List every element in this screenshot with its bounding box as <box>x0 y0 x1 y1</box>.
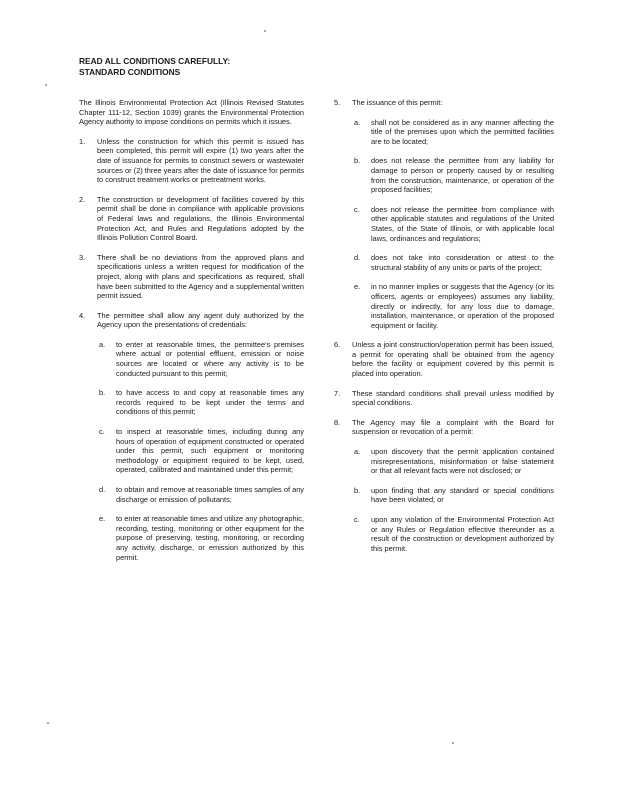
scan-speck <box>45 84 47 86</box>
subitem-text: to enter at reasonable times, the permittee's premises where actual or potential effluent, emission or noise sources are located or where any activity is to be conducted pursuant to this permit; <box>116 339 304 378</box>
subitem-text: upon finding that any standard or special conditions have been violated; or <box>371 485 554 505</box>
condition-body <box>97 311 304 562</box>
condition-3 <box>79 253 304 301</box>
subitem-letter: a. <box>354 447 361 457</box>
condition-5 <box>334 98 554 330</box>
subitem-text: to have access to and copy at reasonable times any records required to be kept under the terms and conditions of this permit; <box>116 388 304 417</box>
condition-number: 7. <box>334 388 341 398</box>
condition-5-subitem-b <box>352 156 554 194</box>
subitem-letter: b. <box>354 156 361 166</box>
subitem-text: to enter at reasonable times and utilize any photographic, recording, testing, monitoring or other equipment for the purpose of preserving, testing, monitoring, or recording any activity, discharge, or emission authorized by this permit. <box>116 514 304 562</box>
subitem-text: does not release the permittee from any liability for damage to person or property caused by or resulting from the construction, maintenance, or operation of the proposed facilities; <box>371 156 554 195</box>
subitem-letter: b. <box>99 388 106 398</box>
condition-4-subitem-d <box>97 485 304 504</box>
subitem-text: to obtain and remove at reasonable times samples of any discharge or emission of pollutants; <box>116 485 304 504</box>
condition-5-subitem-d <box>352 253 554 272</box>
condition-2 <box>79 195 304 243</box>
condition-8-subitem-b <box>352 486 554 505</box>
condition-8-subitem-c <box>352 515 554 553</box>
condition-number: 1. <box>79 136 86 146</box>
subitem-letter: a. <box>99 339 106 349</box>
condition-8-subitems <box>352 447 554 553</box>
condition-text: Unless the construction for which this permit is issued has been completed, this permit will expire (1) two years after the date of issuance for permits to construct sewers or wastewater sources or (2) three years after the date of issuance for permits to construct treatment works or pretreatment works. <box>97 136 304 185</box>
condition-text: The Agency may file a complaint with the Board for suspension or revocation of a permit: <box>352 417 554 437</box>
scan-speck <box>47 722 49 724</box>
condition-8-subitem-a <box>352 447 554 476</box>
condition-4-subitem-e <box>97 514 304 562</box>
condition-4 <box>79 311 304 562</box>
condition-5-subitem-e <box>352 282 554 330</box>
subitem-text: in no manner implies or suggests that the Agency (or its officers, agents or employees) assumes any liability, directly or indirectly, for any loss due to damage, installation, maintenance, or operation of the proposed equipment or facility. <box>371 282 554 330</box>
condition-number: 4. <box>79 310 86 320</box>
subitem-text: does not take into consideration or attest to the structural stability of any units or parts of the project; <box>371 253 554 272</box>
condition-text: The issuance of this permit: <box>352 98 443 107</box>
condition-text: The permittee shall allow any agent duly authorized by the Agency upon the presentations of credentials: <box>97 310 304 330</box>
condition-6 <box>334 340 554 378</box>
subitem-text: upon discovery that the permit application contained misrepresentations, misinformation or false statement or that all relevant facts were not disclosed; or <box>371 447 554 476</box>
subitem-letter: d. <box>354 253 361 263</box>
condition-4-subitem-c <box>97 427 304 475</box>
subitem-text: shall not be considered as in any manner affecting the title of the premises upon which the permitted facilities are to be located; <box>371 117 554 146</box>
condition-1 <box>79 137 304 185</box>
scan-speck <box>264 30 266 32</box>
condition-4-subitems <box>97 340 304 562</box>
intro-paragraph: The Illinois Environmental Protection Act (Illinois Revised Statutes Chapter 111-12, Section 1039) grants the Environmental Protection Agency authority to impose conditions on permits which it issues. <box>79 98 304 127</box>
condition-4-subitem-a <box>97 340 304 378</box>
heading-line-2: STANDARD CONDITIONS <box>79 67 181 77</box>
subitem-letter: e. <box>354 282 361 292</box>
subitem-letter: c. <box>354 204 360 214</box>
subitem-letter: d. <box>99 485 106 494</box>
right-column <box>334 98 554 563</box>
condition-number: 3. <box>79 252 86 262</box>
condition-text: There shall be no deviations from the approved plans and specifications unless a written request for modification of the project, along with plans and specifications as required, shall have been submitted to the Agency and a supplemental written permit issued. <box>97 252 304 301</box>
condition-7 <box>334 389 554 408</box>
subitem-text: upon any violation of the Environmental Protection Act or any Rules or Regulation effective thereunder as a result of the construction or development authorized by this permit. <box>371 515 554 553</box>
subitem-letter: c. <box>99 427 105 437</box>
subitem-letter: b. <box>354 485 361 495</box>
subitem-text: to inspect at reasonable times, including during any hours of operation of equipment constructed or operated under this permit, such equipment or monitoring methodology or equipment required to be kept, used, operated, calibrated and maintained under this permit; <box>116 427 304 475</box>
condition-number: 5. <box>334 98 341 107</box>
condition-number: 6. <box>334 340 341 350</box>
condition-text: Unless a joint construction/operation permit has been issued, a permit for operating shall be obtained from the agency before the facility or equipment covered by this permit is placed into operation. <box>352 340 554 379</box>
condition-5-subitems <box>352 118 554 331</box>
condition-5-subitem-a <box>352 118 554 147</box>
subitem-letter: c. <box>354 515 360 524</box>
condition-number: 2. <box>79 194 86 204</box>
condition-text: The construction or development of facilities covered by this permit shall be done in compliance with applicable provisions of Federal laws and regulations, the Illinois Environmental Protection Act, and Rules and Regulations adopted by the Illinois Pollution Control Board. <box>97 194 304 243</box>
subitem-letter: e. <box>99 514 106 524</box>
condition-4-subitem-b <box>97 388 304 417</box>
condition-body <box>352 418 554 554</box>
left-column <box>79 98 304 572</box>
condition-text: These standard conditions shall prevail unless modified by special conditions. <box>352 388 554 408</box>
subitem-letter: a. <box>354 117 361 127</box>
condition-8 <box>334 418 554 554</box>
heading-line-1: READ ALL CONDITIONS CAREFULLY: <box>79 56 231 66</box>
document-heading <box>79 56 230 78</box>
condition-number: 8. <box>334 417 341 427</box>
scan-speck <box>452 742 454 744</box>
condition-5-subitem-c <box>352 205 554 243</box>
condition-body <box>352 98 554 330</box>
subitem-text: does not release the permittee from compliance with other applicable statutes and regulations of the United States, of the State of Illinois, or with applicable local laws, ordinances and regulations; <box>371 204 554 243</box>
